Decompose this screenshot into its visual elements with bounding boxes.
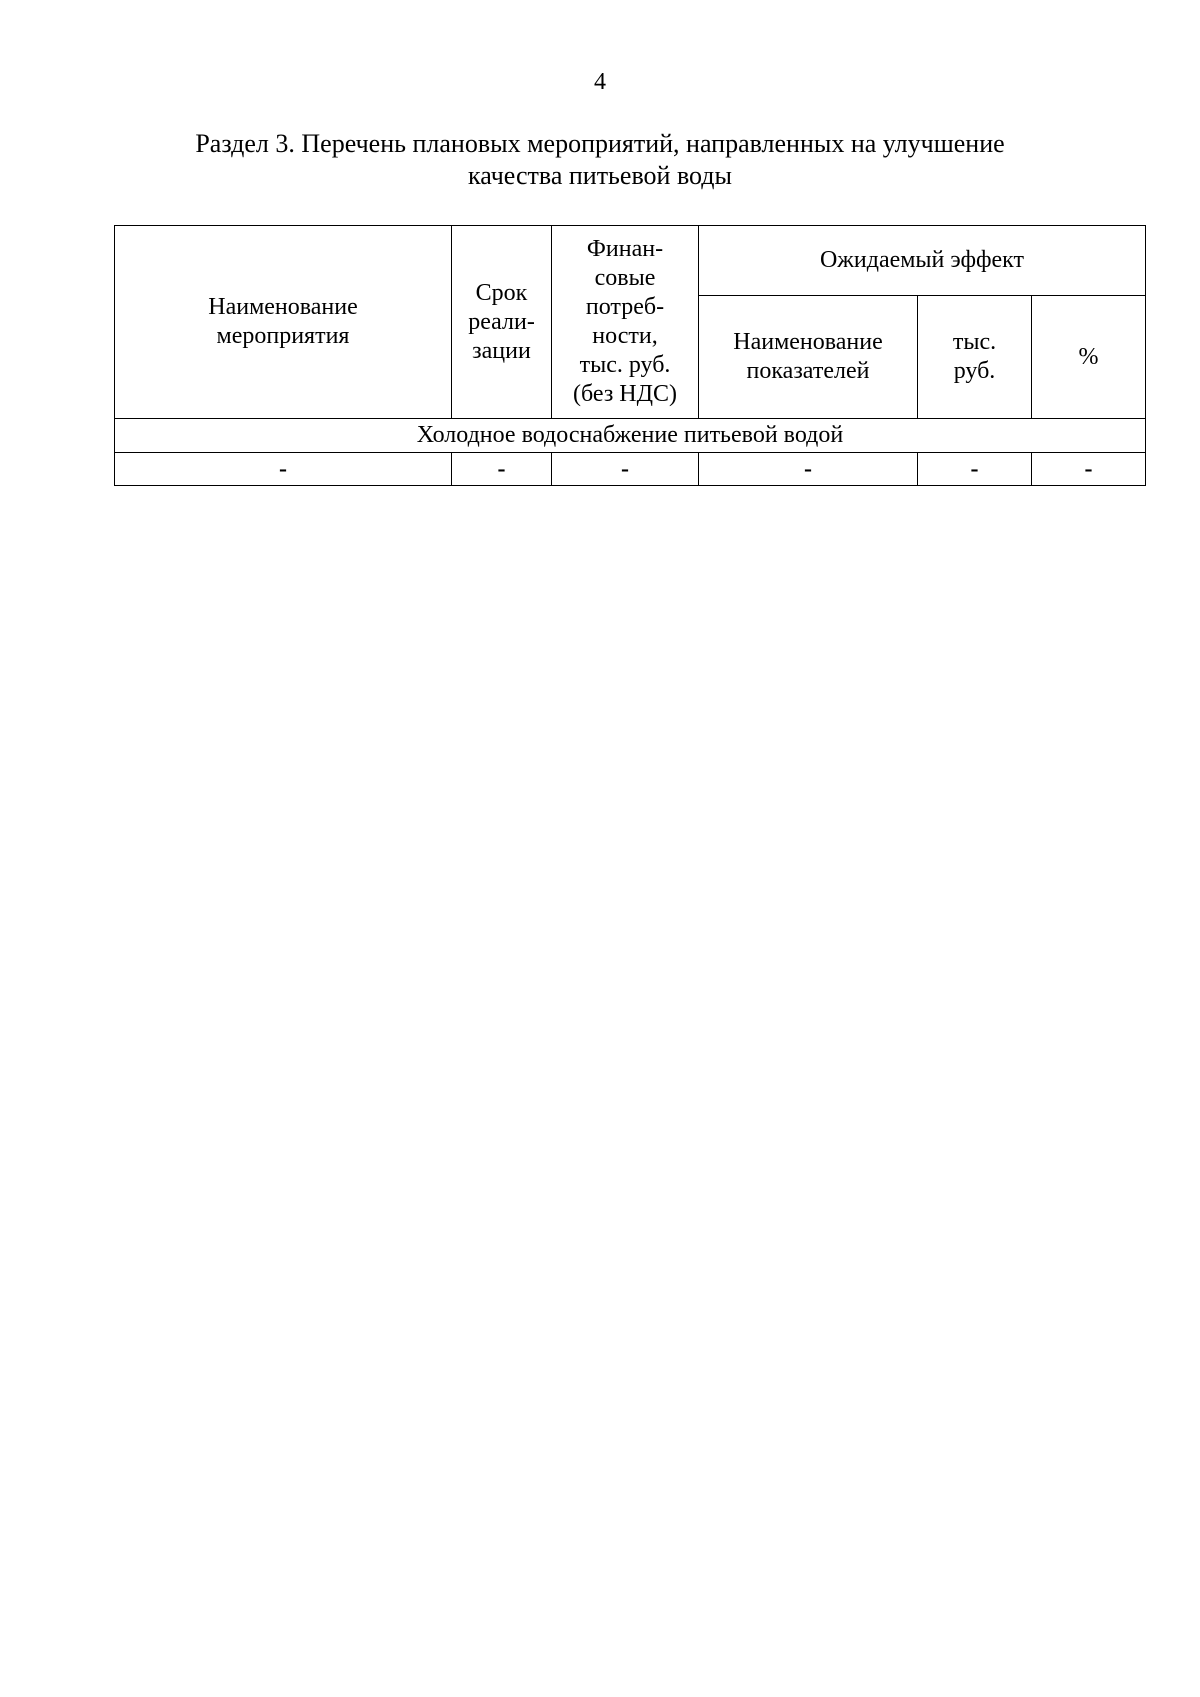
section-title-line-2: качества питьевой воды (467, 161, 733, 190)
header-finance: Финан- совые потреб- ности, тыс. руб. (без НДС) (552, 226, 699, 419)
page-number: 4 (594, 69, 606, 95)
header-indicator-name: Наименование показателей (699, 296, 918, 419)
header-term: Срок реали- зации (452, 226, 552, 419)
group-label: Холодное водоснабжение питьевой водой (115, 419, 1146, 453)
table-cell: - (1032, 453, 1146, 486)
measures-table (114, 225, 1146, 486)
table-cell: - (115, 453, 452, 486)
header-expected-effect: Ожидаемый эффект (699, 226, 1146, 296)
header-measure-name: Наименование мероприятия (115, 226, 452, 419)
section-title-line-1: Раздел 3. Перечень плановых мероприятий, направленных на улучшение (195, 129, 1005, 158)
header-percent: % (1032, 296, 1146, 419)
section-title (0, 128, 1200, 192)
table-cell: - (699, 453, 918, 486)
table-cell: - (452, 453, 552, 486)
table-cell: - (552, 453, 699, 486)
table-group-row (115, 419, 1146, 453)
table-row (115, 453, 1146, 486)
table-cell: - (918, 453, 1032, 486)
header-thousand-rub: тыс. руб. (918, 296, 1032, 419)
table-header-row (115, 226, 1146, 296)
